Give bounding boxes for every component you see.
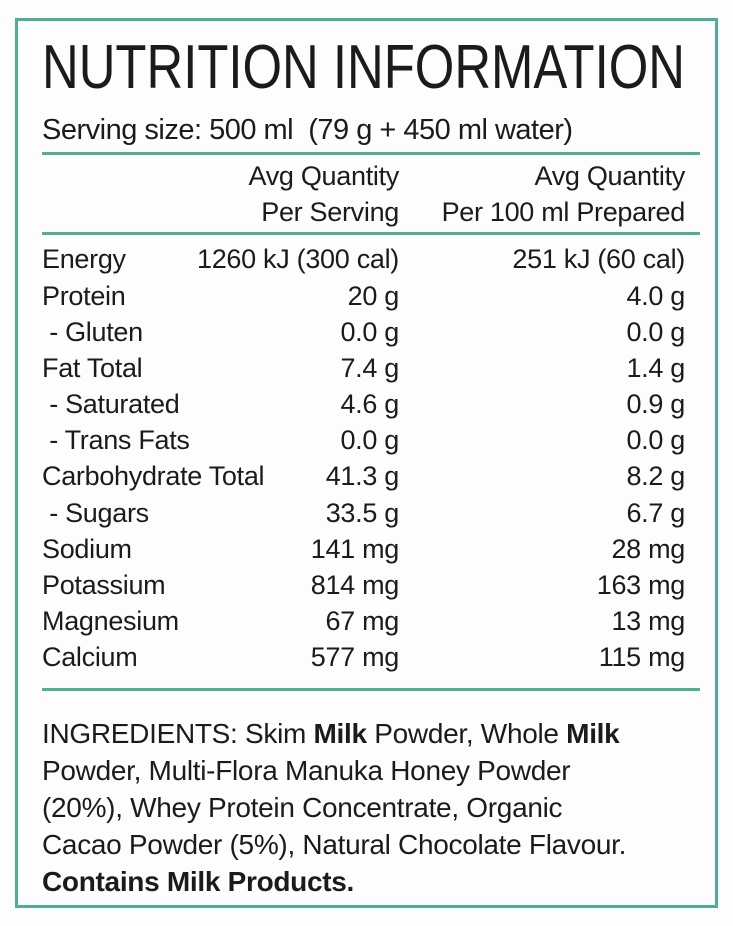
label-title: NUTRITION INFORMATION bbox=[42, 33, 685, 102]
allergen-highlight: Milk bbox=[313, 717, 367, 749]
table-row-trans-fats bbox=[42, 422, 700, 458]
value-per-serving: 67 mg bbox=[325, 606, 399, 637]
value-per-100ml: 0.0 g bbox=[626, 316, 685, 347]
table-row-sugars bbox=[42, 495, 700, 531]
table-row-protein bbox=[42, 278, 700, 314]
ingredients-paragraph bbox=[42, 715, 700, 900]
nutrient-name: - Saturated bbox=[42, 389, 180, 420]
ingredients-line: (20%), Whey Protein Concentrate, Organic bbox=[42, 791, 563, 823]
nutrient-name: Protein bbox=[42, 280, 126, 311]
value-per-serving: 141 mg bbox=[310, 533, 399, 564]
allergen-statement: Contains Milk Products. bbox=[42, 865, 355, 897]
value-per-100ml: 6.7 g bbox=[626, 497, 685, 528]
value-per-serving: 20 g bbox=[347, 280, 399, 311]
value-per-serving: 814 mg bbox=[310, 570, 399, 601]
ingredients-text: INGREDIENTS: Skim bbox=[42, 717, 314, 749]
header-per-100ml-line2: Per 100 ml Prepared bbox=[441, 197, 685, 228]
column-header-line-2 bbox=[42, 194, 700, 230]
nutrient-name: - Gluten bbox=[42, 316, 143, 347]
ingredients-line: Cacao Powder (5%), Natural Chocolate Flavour. bbox=[42, 828, 627, 860]
table-row-fat-total bbox=[42, 350, 700, 386]
table-column-headers bbox=[42, 158, 700, 230]
value-per-serving: 0.0 g bbox=[340, 425, 399, 456]
nutrient-name: Sodium bbox=[42, 533, 132, 564]
value-per-100ml: 28 mg bbox=[611, 533, 685, 564]
value-per-100ml: 4.0 g bbox=[626, 280, 685, 311]
nutrient-name: Calcium bbox=[42, 642, 138, 673]
value-per-serving: 0.0 g bbox=[340, 316, 399, 347]
serving-size-text: Serving size: 500 ml (79 g + 450 ml water) bbox=[42, 114, 573, 146]
column-header-line-1 bbox=[42, 158, 700, 194]
table-row-magnesium bbox=[42, 603, 700, 639]
allergen-highlight: Milk bbox=[566, 717, 620, 749]
nutrient-name: Carbohydrate Total bbox=[42, 461, 265, 492]
value-per-100ml: 163 mg bbox=[596, 570, 685, 601]
value-per-serving: 41.3 g bbox=[325, 461, 399, 492]
table-row-sodium bbox=[42, 531, 700, 567]
value-per-serving: 577 mg bbox=[310, 642, 399, 673]
nutrient-name: Fat Total bbox=[42, 352, 143, 383]
header-per-serving-line2: Per Serving bbox=[261, 197, 399, 228]
divider-header bbox=[42, 232, 700, 235]
ingredients-line: Powder, Multi-Flora Manuka Honey Powder bbox=[42, 754, 571, 786]
nutrition-table bbox=[42, 241, 700, 675]
table-row-potassium bbox=[42, 567, 700, 603]
divider-top bbox=[42, 152, 700, 155]
table-row-energy bbox=[42, 241, 700, 277]
value-per-100ml: 13 mg bbox=[611, 606, 685, 637]
value-per-serving: 33.5 g bbox=[325, 497, 399, 528]
header-per-100ml-line1: Avg Quantity bbox=[534, 161, 685, 192]
nutrient-name: Energy bbox=[42, 244, 126, 275]
nutrient-name: Potassium bbox=[42, 570, 166, 601]
divider-bottom bbox=[42, 688, 700, 691]
value-per-100ml: 115 mg bbox=[598, 642, 685, 673]
ingredients-text: Powder, Whole bbox=[366, 717, 567, 749]
table-row-calcium bbox=[42, 639, 700, 675]
value-per-serving: 1260 kJ (300 cal) bbox=[196, 244, 399, 275]
nutrient-name: - Trans Fats bbox=[42, 425, 190, 456]
ingredients-line bbox=[42, 715, 700, 752]
value-per-100ml: 8.2 g bbox=[626, 461, 685, 492]
nutrition-label-panel bbox=[15, 18, 718, 908]
value-per-100ml: 0.0 g bbox=[626, 425, 685, 456]
nutrient-name: Magnesium bbox=[42, 606, 179, 637]
table-row-carbohydrate-total bbox=[42, 458, 700, 494]
value-per-100ml: 1.4 g bbox=[626, 352, 685, 383]
value-per-100ml: 0.9 g bbox=[626, 389, 685, 420]
header-per-serving-line1: Avg Quantity bbox=[248, 161, 399, 192]
value-per-100ml: 251 kJ (60 cal) bbox=[512, 244, 685, 275]
table-row-gluten bbox=[42, 314, 700, 350]
value-per-serving: 7.4 g bbox=[340, 352, 399, 383]
table-row-saturated bbox=[42, 386, 700, 422]
value-per-serving: 4.6 g bbox=[340, 389, 399, 420]
nutrient-name: - Sugars bbox=[42, 497, 149, 528]
